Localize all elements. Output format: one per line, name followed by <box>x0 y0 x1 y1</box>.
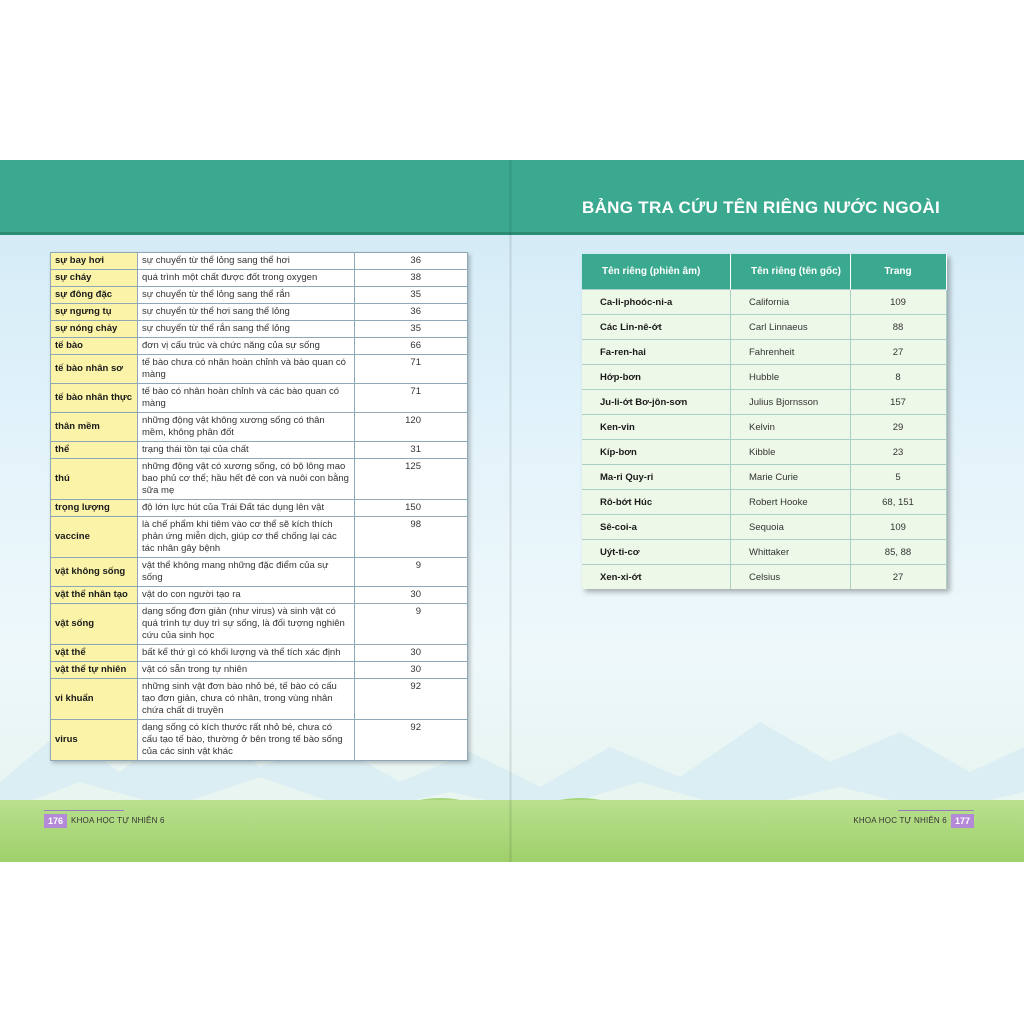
name-phonetic: Xen-xi-ớt <box>582 565 731 590</box>
glossary-definition: trạng thái tồn tại của chất <box>138 442 355 459</box>
glossary-page: 66 <box>355 338 468 355</box>
glossary-definition: vật do con người tạo ra <box>138 587 355 604</box>
glossary-term: vật thể nhân tạo <box>51 587 138 604</box>
table-row <box>582 465 947 490</box>
table-row <box>51 253 468 270</box>
glossary-term: tế bào <box>51 338 138 355</box>
glossary-page: 9 <box>355 604 468 645</box>
glossary-term: tế bào nhân sơ <box>51 355 138 384</box>
name-page: 109 <box>851 515 947 540</box>
table-row <box>51 442 468 459</box>
name-phonetic: Ju-li-ớt Bơ-jôn-sơn <box>582 390 731 415</box>
glossary-definition: là chế phẩm khi tiêm vào cơ thể sẽ kích thích phản ứng miễn dịch, giúp cơ thể chống lại các tác nhân gây bệnh <box>138 517 355 558</box>
table-row <box>51 679 468 720</box>
glossary-term: sự đông đặc <box>51 287 138 304</box>
table-row <box>51 413 468 442</box>
table-row <box>51 587 468 604</box>
glossary-definition: tế bào chưa có nhân hoàn chỉnh và bào quan có màng <box>138 355 355 384</box>
page-number-left: 176 <box>44 814 67 828</box>
table-row <box>51 338 468 355</box>
name-page: 68, 151 <box>851 490 947 515</box>
glossary-definition: sự chuyển từ thể hơi sang thể lỏng <box>138 304 355 321</box>
glossary-page: 30 <box>355 662 468 679</box>
table-row <box>51 720 468 761</box>
name-phonetic: Ca-li-phoóc-ni-a <box>582 290 731 315</box>
table-row <box>51 287 468 304</box>
glossary-page: 150 <box>355 500 468 517</box>
glossary-term: virus <box>51 720 138 761</box>
glossary-definition: sự chuyển từ thể lỏng sang thể rắn <box>138 287 355 304</box>
footer-rule-right <box>898 810 974 811</box>
glossary-definition: những động vật không xương sống có thân mềm, không phân đốt <box>138 413 355 442</box>
name-original: Fahrenheit <box>731 340 851 365</box>
glossary-term: vi khuẩn <box>51 679 138 720</box>
name-phonetic: Uýt-ti-cơ <box>582 540 731 565</box>
glossary-page: 36 <box>355 304 468 321</box>
name-phonetic: Fa-ren-hai <box>582 340 731 365</box>
name-phonetic: Ken-vin <box>582 415 731 440</box>
glossary-page: 92 <box>355 679 468 720</box>
grass-strip <box>0 800 1024 862</box>
name-page: 109 <box>851 290 947 315</box>
table-row <box>582 440 947 465</box>
name-original: Kelvin <box>731 415 851 440</box>
table-row <box>51 270 468 287</box>
glossary-term: vaccine <box>51 517 138 558</box>
column-header-original: Tên riêng (tên gốc) <box>731 254 851 290</box>
table-row <box>51 304 468 321</box>
glossary-definition: sự chuyển từ thể rắn sang thể lỏng <box>138 321 355 338</box>
glossary-table <box>50 252 468 761</box>
glossary-page: 98 <box>355 517 468 558</box>
name-page: 5 <box>851 465 947 490</box>
foreign-names-table <box>582 254 947 589</box>
glossary-term: vật thể tự nhiên <box>51 662 138 679</box>
glossary-term: thân mềm <box>51 413 138 442</box>
table-row <box>582 515 947 540</box>
glossary-definition: độ lớn lực hút của Trái Đất tác dụng lên vật <box>138 500 355 517</box>
table-row <box>51 645 468 662</box>
glossary-page: 71 <box>355 384 468 413</box>
name-original: Kibble <box>731 440 851 465</box>
table-row <box>582 490 947 515</box>
glossary-page: 31 <box>355 442 468 459</box>
table-row <box>582 365 947 390</box>
glossary-definition: sự chuyển từ thể lỏng sang thể hơi <box>138 253 355 270</box>
glossary-page: 38 <box>355 270 468 287</box>
table-row <box>51 384 468 413</box>
name-page: 8 <box>851 365 947 390</box>
name-phonetic: Sê-coi-a <box>582 515 731 540</box>
column-header-phonetic: Tên riêng (phiên âm) <box>582 254 731 290</box>
glossary-definition: dạng sống đơn giản (như virus) và sinh vật có quá trình tự duy trì sự sống, là đối tượng nghiên cứu của sinh học <box>138 604 355 645</box>
name-page: 23 <box>851 440 947 465</box>
name-page: 157 <box>851 390 947 415</box>
table-row <box>51 321 468 338</box>
footer-right <box>849 812 974 829</box>
glossary-term: sự bay hơi <box>51 253 138 270</box>
column-header-page: Trang <box>851 254 947 290</box>
book-title-right: KHOA HỌC TỰ NHIÊN 6 <box>853 816 947 825</box>
book-spine <box>509 160 512 862</box>
name-original: Robert Hooke <box>731 490 851 515</box>
footer-left <box>44 812 169 829</box>
table-row <box>51 604 468 645</box>
glossary-term: trọng lượng <box>51 500 138 517</box>
glossary-page: 120 <box>355 413 468 442</box>
glossary-page: 36 <box>355 253 468 270</box>
glossary-page: 30 <box>355 587 468 604</box>
glossary-definition: những động vật có xương sống, có bộ lông mao bao phủ cơ thể; hầu hết đẻ con và nuôi con bằng sữa mẹ <box>138 459 355 500</box>
table-row <box>582 415 947 440</box>
table-row <box>51 558 468 587</box>
glossary-definition: những sinh vật đơn bào nhỏ bé, tế bào có cấu tạo đơn giản, chưa có nhân, trong vùng nhân chứa chất di truyền <box>138 679 355 720</box>
footer-rule-left <box>44 810 124 811</box>
name-original: Julius Bjornsson <box>731 390 851 415</box>
glossary-page: 35 <box>355 321 468 338</box>
glossary-definition: dạng sống có kích thước rất nhỏ bé, chưa có cấu tạo tế bào, thường ở bên trong tế bào sống của các sinh vật khác <box>138 720 355 761</box>
page-title: BẢNG TRA CỨU TÊN RIÊNG NƯỚC NGOÀI <box>582 198 940 217</box>
page-number-right: 177 <box>951 814 974 828</box>
glossary-page: 35 <box>355 287 468 304</box>
glossary-term: vật sống <box>51 604 138 645</box>
glossary-term: thể <box>51 442 138 459</box>
name-page: 29 <box>851 415 947 440</box>
name-page: 88 <box>851 315 947 340</box>
glossary-definition: vật có sẵn trong tự nhiên <box>138 662 355 679</box>
name-page: 27 <box>851 340 947 365</box>
glossary-term: vật không sống <box>51 558 138 587</box>
glossary-definition: vật thể không mang những đặc điểm của sự sống <box>138 558 355 587</box>
glossary-term: thú <box>51 459 138 500</box>
name-original: Marie Curie <box>731 465 851 490</box>
glossary-definition: tế bào có nhân hoàn chỉnh và các bào quan có màng <box>138 384 355 413</box>
table-row <box>582 565 947 590</box>
table-row <box>582 340 947 365</box>
name-phonetic: Các Lin-nê-ớt <box>582 315 731 340</box>
name-phonetic: Rô-bớt Húc <box>582 490 731 515</box>
glossary-term: sự ngưng tụ <box>51 304 138 321</box>
table-row <box>51 459 468 500</box>
table-row <box>51 517 468 558</box>
glossary-definition: quá trình một chất được đốt trong oxygen <box>138 270 355 287</box>
name-page: 27 <box>851 565 947 590</box>
book-title-left: KHOA HỌC TỰ NHIÊN 6 <box>71 816 165 825</box>
table-row <box>582 315 947 340</box>
name-original: Carl Linnaeus <box>731 315 851 340</box>
name-original: California <box>731 290 851 315</box>
glossary-term: sự nóng chảy <box>51 321 138 338</box>
name-page: 85, 88 <box>851 540 947 565</box>
name-phonetic: Kíp-bơn <box>582 440 731 465</box>
glossary-definition: bất kể thứ gì có khối lượng và thể tích xác định <box>138 645 355 662</box>
glossary-term: tế bào nhân thực <box>51 384 138 413</box>
name-phonetic: Hớp-bơn <box>582 365 731 390</box>
glossary-page: 71 <box>355 355 468 384</box>
glossary-page: 92 <box>355 720 468 761</box>
glossary-term: sự cháy <box>51 270 138 287</box>
glossary-term: vật thể <box>51 645 138 662</box>
header-banner <box>0 160 1024 235</box>
glossary-definition: đơn vị cấu trúc và chức năng của sự sống <box>138 338 355 355</box>
glossary-page: 125 <box>355 459 468 500</box>
name-original: Hubble <box>731 365 851 390</box>
table-row <box>582 290 947 315</box>
table-row <box>51 355 468 384</box>
table-row <box>582 390 947 415</box>
table-row <box>51 500 468 517</box>
glossary-page: 9 <box>355 558 468 587</box>
name-phonetic: Ma-ri Quy-ri <box>582 465 731 490</box>
table-row <box>51 662 468 679</box>
name-original: Whittaker <box>731 540 851 565</box>
name-original: Sequoia <box>731 515 851 540</box>
name-original: Celsius <box>731 565 851 590</box>
table-row <box>582 540 947 565</box>
book-spread <box>0 160 1024 862</box>
glossary-page: 30 <box>355 645 468 662</box>
table-header-row <box>582 254 947 290</box>
